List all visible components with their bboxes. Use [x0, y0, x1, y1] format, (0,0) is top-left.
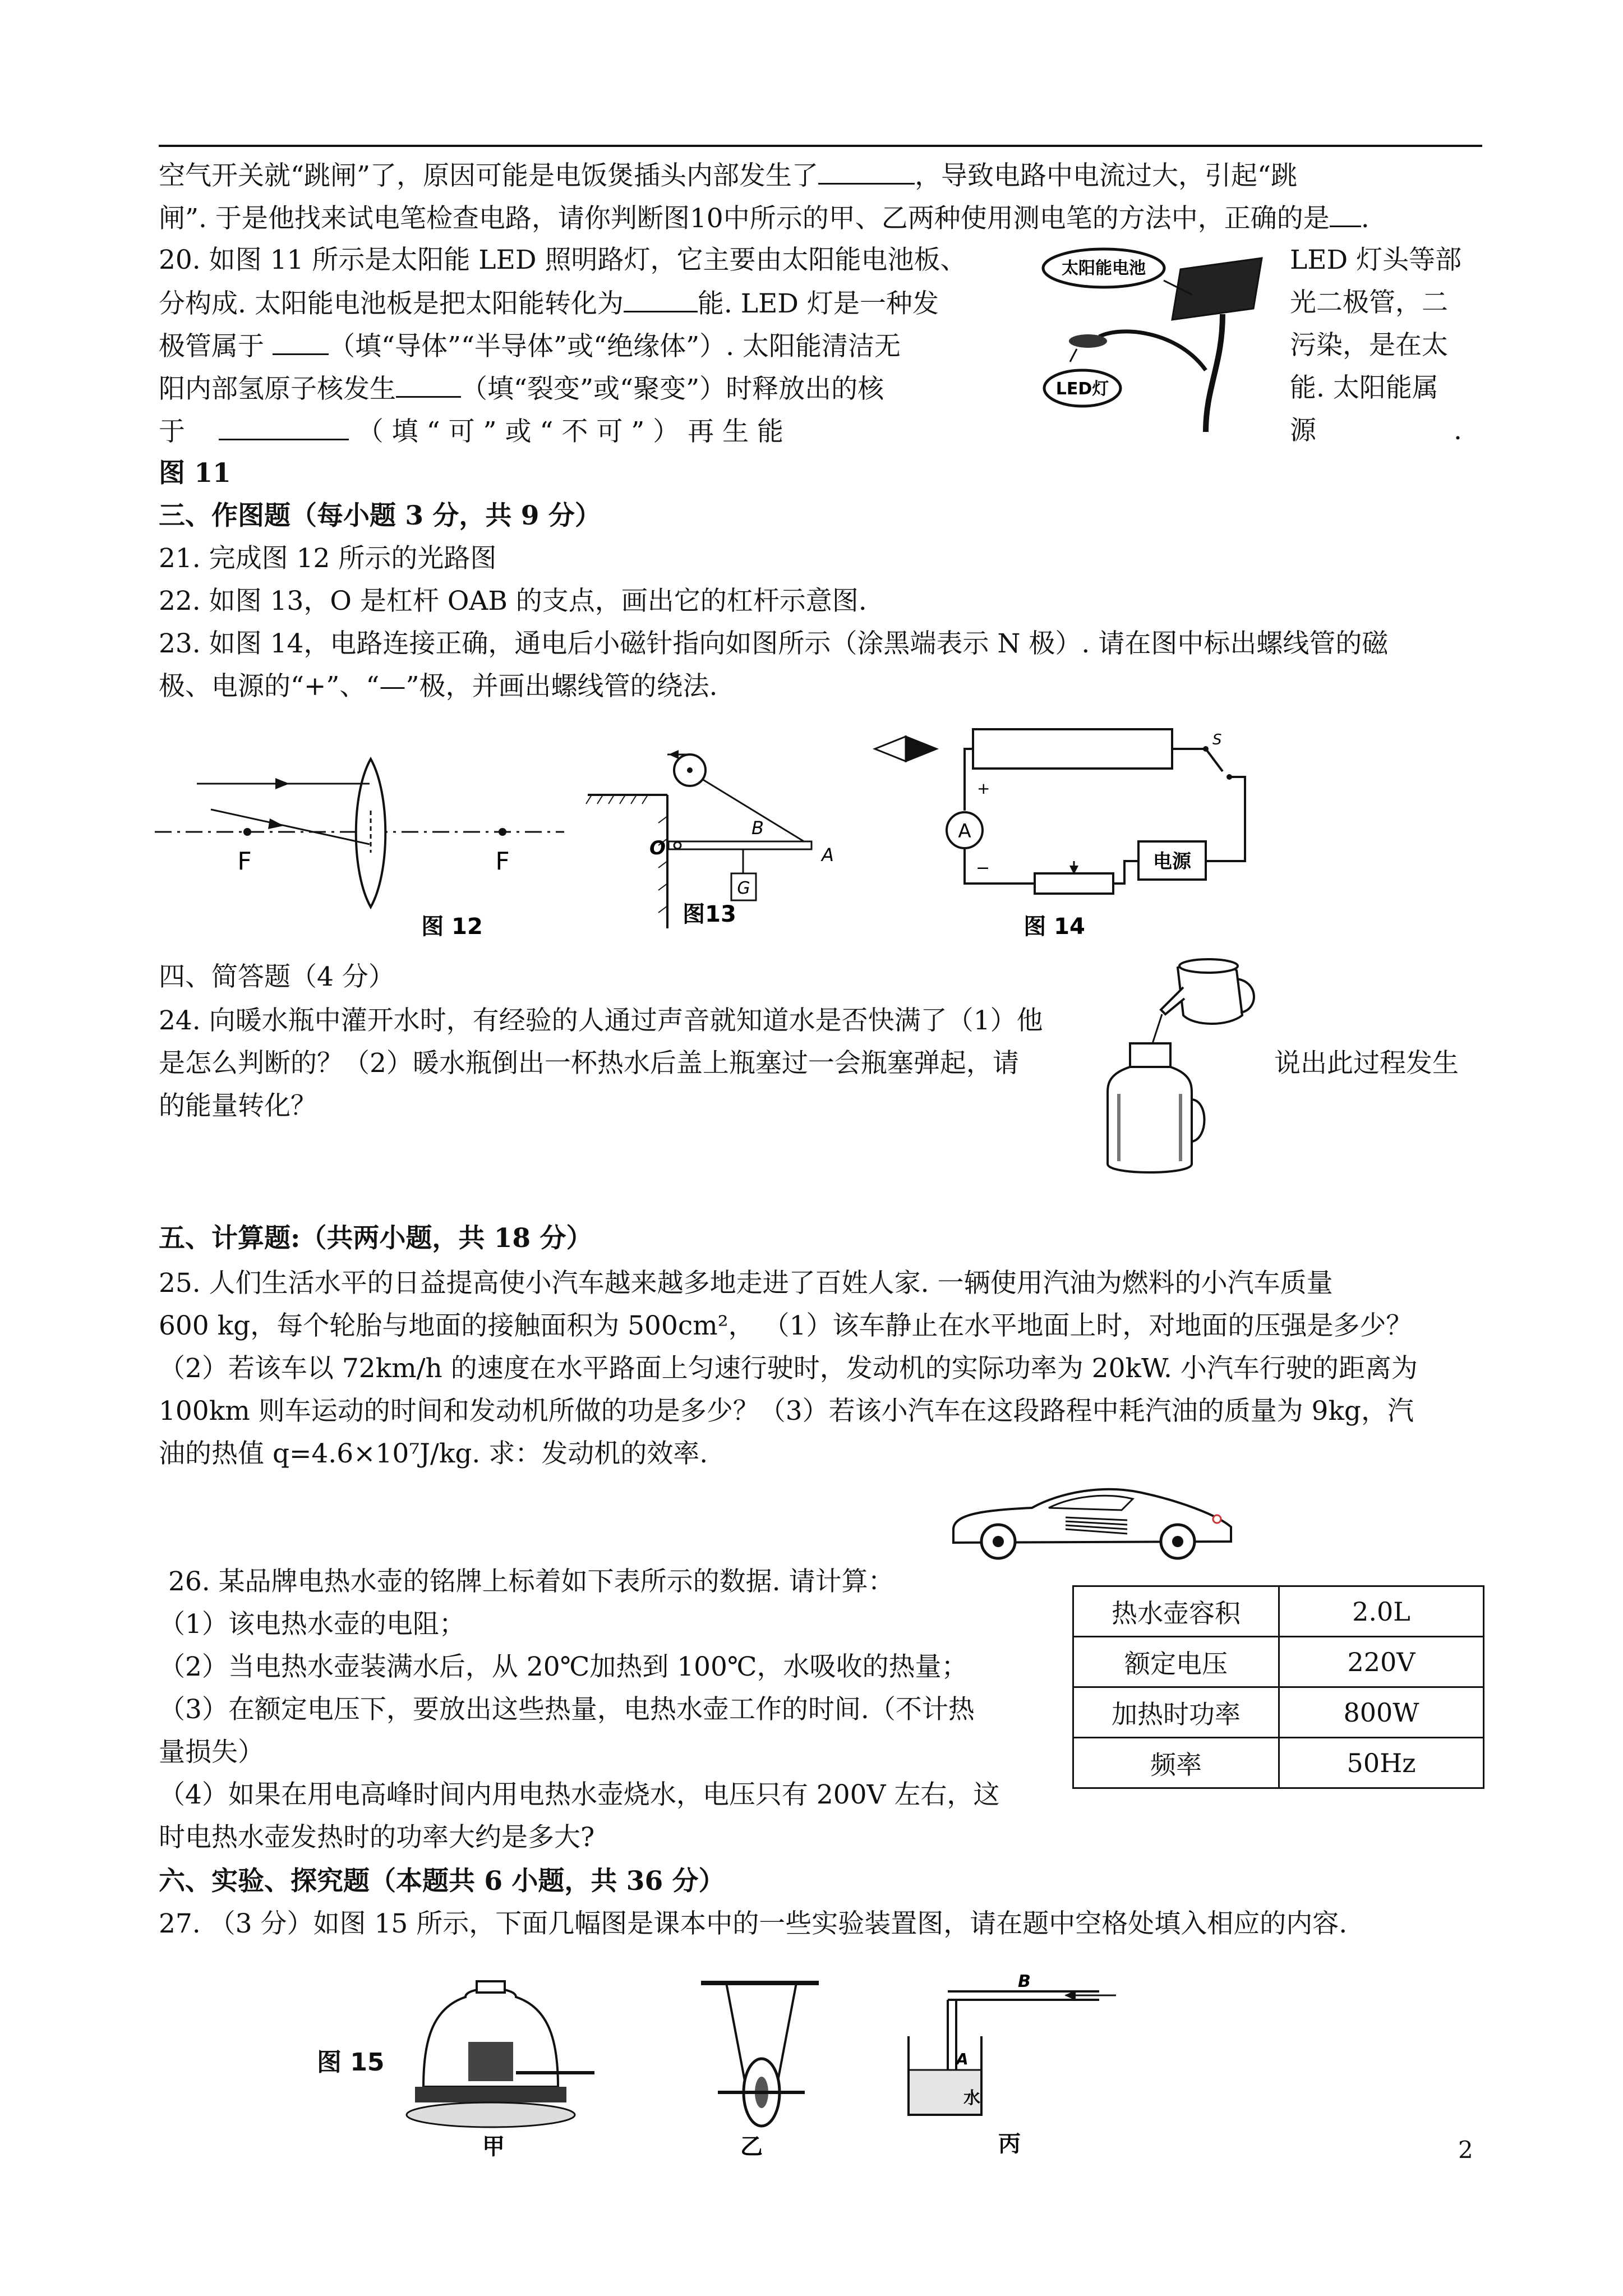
table-cell-key: 频率: [1073, 1738, 1279, 1788]
fig14-ammeter-minus: −: [976, 858, 990, 878]
q24-line-1: 24. 向暖水瓶中灌开水时，有经验的人通过声音就知道水是否快满了（1）他: [159, 1005, 1043, 1036]
q20-line-3: 极管属于 （填“导体”“半导体”或“绝缘体”）. 太阳能清洁无: [159, 329, 901, 364]
q26-line-2: （1）该电热水壶的电阻；: [159, 1609, 465, 1640]
sports-car-illustration: [948, 1475, 1239, 1565]
thermos-pouring-illustration: [1099, 954, 1267, 1178]
fig15-water-label: 水: [963, 2088, 980, 2108]
fig15-point-a: A: [956, 2050, 969, 2068]
page-number: 2: [1458, 2136, 1473, 2164]
fig11-panel-label: 太阳能电池: [1062, 259, 1146, 278]
fig13-point-b: B: [751, 817, 764, 839]
fig15-label-yi: 乙: [740, 2134, 763, 2160]
fig11-led-label: LED灯: [1055, 379, 1109, 399]
table-cell-value: 220V: [1279, 1637, 1484, 1687]
section-6-heading: 六、实验、探究题（本题共 6 小题，共 36 分）: [159, 1866, 725, 1897]
q20-line-3-right: 污染，是在太: [1290, 330, 1448, 361]
kettle-spec-table: [1072, 1585, 1484, 1789]
fig15-bell-jar-apparatus: [404, 1975, 606, 2160]
q25-line-4: 100km 则车运动的时间和发动机所做的功是多少？（3）若该小汽车在这段路程中耗汽油的质量为 9kg，汽: [159, 1396, 1414, 1427]
fig12-caption: 图 12: [421, 914, 483, 940]
fig14-ammeter-label: A: [958, 820, 971, 843]
fig15-label-bing: 丙: [998, 2131, 1021, 2157]
table-cell-key: 额定电压: [1073, 1637, 1279, 1687]
header-rule: [159, 145, 1482, 147]
fig12-focus-left: F: [237, 847, 252, 876]
table-cell-value: 800W: [1279, 1687, 1484, 1738]
blank-20-1[interactable]: [624, 286, 698, 312]
blank-20-3[interactable]: [396, 371, 461, 398]
fig15-wheel-pendulum-apparatus: [684, 1975, 841, 2160]
q24-line-3: 的能量转化？: [159, 1091, 317, 1121]
q26-line-7: 时电热水壶发热时的功率大约是多大?: [159, 1822, 595, 1853]
fig14-switch-label: S: [1212, 731, 1222, 748]
blank-20-2[interactable]: [273, 329, 329, 355]
q20-line-2: 分构成. 太阳能电池板是把太阳能转化为 能. LED 灯是一种发: [159, 286, 939, 321]
table-cell-value: 50Hz: [1279, 1738, 1484, 1788]
table-cell-value: 2.0L: [1279, 1586, 1484, 1637]
q19-line-1: 空气开关就“跳闸”了，原因可能是电饭煲插头内部发生了 ，导致电路中电流过大，引起“跳: [159, 158, 1297, 193]
q20-line-4-right: 能. 太阳能属: [1290, 372, 1438, 403]
blank-19-1[interactable]: [818, 158, 915, 185]
section-4-heading: 四、简答题（4 分）: [159, 961, 395, 992]
q20-line-5-right: 源: [1290, 415, 1316, 446]
table-row: [1073, 1586, 1484, 1637]
table-cell-key: 热水壶容积: [1073, 1586, 1279, 1637]
fig13-caption: 图13: [683, 901, 736, 927]
q26-line-3: （2）当电热水壶装满水后，从 20℃加热到 100℃，水吸收的热量；: [159, 1651, 968, 1682]
q20-line-1-right: LED 灯头等部: [1290, 245, 1462, 275]
q25-line-5: 油的热值 q=4.6×10⁷J/kg. 求：发动机的效率.: [159, 1438, 708, 1469]
table-cell-key: 加热时功率: [1073, 1687, 1279, 1738]
fig15-tube-siphon-apparatus: [897, 1975, 1122, 2160]
fig14-caption: 图 14: [1023, 914, 1085, 940]
q25-line-3: （2）若该车以 72km/h 的速度在水平路面上匀速行驶时，发动机的实际功率为 20kW. 小汽车行驶的距离为: [159, 1353, 1418, 1384]
section-3-heading: 三、作图题（每小题 3 分，共 9 分）: [159, 500, 601, 531]
q23-line-2: 极、电源的“+”、“—”极，并画出螺线管的绕法.: [159, 671, 718, 702]
q24-line-2: 是怎么判断的？（2）暖水瓶倒出一杯热水后盖上瓶塞过一会瓶塞弹起，请: [159, 1048, 1019, 1079]
q23-line-1: 23. 如图 14，电路连接正确，通电后小磁针指向如图所示（涂黑端表示 N 极）. 请在图中标出螺线管的磁: [159, 628, 1389, 659]
table-row: [1073, 1687, 1484, 1738]
q26-line-5: 量损失）: [159, 1737, 264, 1768]
q20-line-5: 于 （ 填 “ 可 ” 或 “ 不 可 ” ） 再 生 能: [159, 414, 783, 449]
table-row: [1073, 1738, 1484, 1788]
table-row: [1073, 1637, 1484, 1687]
q19-line-2: 闸”. 于是他找来试电笔检查电路，请你判断图10中所示的甲、乙两种使用测电笔的方法中，正确的是 .: [159, 201, 1370, 236]
q20-line-5-dot: .: [1454, 415, 1462, 446]
q20-line-1: 20. 如图 11 所示是太阳能 LED 照明路灯，它主要由太阳能电池板、: [159, 245, 967, 275]
blank-19-2[interactable]: [1330, 201, 1361, 227]
q25-line-1: 25. 人们生活水平的日益提高使小汽车越来越多地走进了百姓人家. 一辆使用汽油为燃料的小汽车质量: [159, 1268, 1333, 1299]
fig13-weight-label: G: [737, 878, 750, 898]
fig15-point-b: B: [1018, 1975, 1031, 1991]
q26-line-4: （3）在额定电压下，要放出这些热量，电热水壶工作的时间.（不计热: [159, 1694, 975, 1725]
q20-line-2-right: 光二极管，二: [1290, 287, 1448, 318]
section-5-heading: 五、计算题:（共两小题，共 18 分）: [159, 1223, 593, 1254]
blank-20-4[interactable]: [219, 414, 349, 440]
q21-text: 21. 完成图 12 所示的光路图: [159, 543, 497, 574]
fig11-caption: 图 11: [159, 458, 231, 489]
fig12-focus-right: F: [495, 847, 510, 876]
fig15-caption: 图 15: [317, 2048, 385, 2077]
fig15-label-jia: 甲: [482, 2134, 505, 2160]
q22-text: 22. 如图 13，O 是杠杆 OAB 的支点，画出它的杠杆示意图.: [159, 586, 867, 616]
q20-line-4: 阳内部氢原子核发生 （填“裂变”或“聚变”）时释放出的核: [159, 371, 884, 406]
q26-line-1: 26. 某品牌电热水壶的铭牌上标着如下表所示的数据. 请计算：: [168, 1566, 895, 1597]
fig14-power-source-label: 电源: [1153, 850, 1191, 873]
q25-line-2: 600 kg，每个轮胎与地面的接触面积为 500cm²， （1）该车静止在水平地面上时，对地面的压强是多少？: [159, 1310, 1413, 1341]
q24-line-2-right: 说出此过程发生: [1274, 1048, 1459, 1079]
fig13-point-o: O: [649, 837, 666, 859]
fig14-ammeter-plus: +: [977, 779, 990, 798]
fig12-lens-diagram: [155, 754, 570, 942]
q27-text: 27. （3 分）如图 15 所示，下面几幅图是课本中的一些实验装置图，请在题中空格处填入相应的内容.: [159, 1908, 1348, 1939]
fig13-lever-diagram: [583, 743, 852, 945]
fig14-circuit-diagram: [869, 726, 1273, 945]
q26-line-6: （4）如果在用电高峰时间内用电热水壶烧水，电压只有 200V 左右，这: [159, 1779, 1000, 1810]
fig11-solar-lamp-illustration: [1038, 241, 1273, 432]
fig13-point-a: A: [822, 844, 834, 866]
